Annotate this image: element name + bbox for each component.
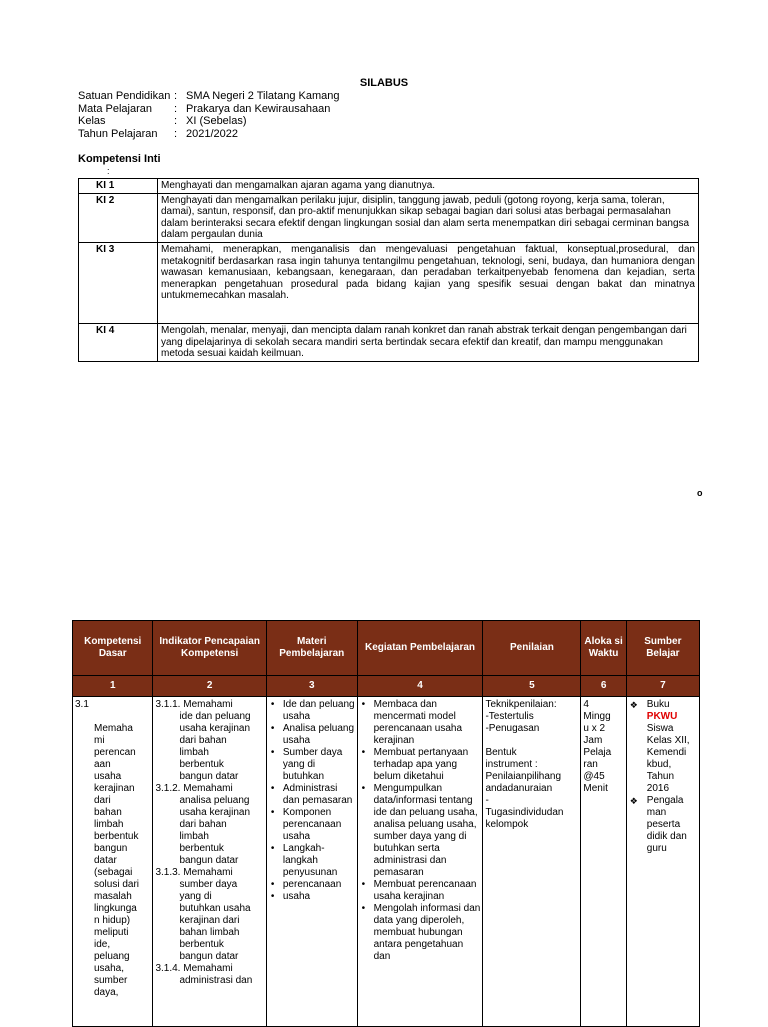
kd-line: lingkunga <box>94 903 137 914</box>
materi-item: • Langkah-langkah penyusunan <box>281 843 355 879</box>
ki-table <box>78 178 699 362</box>
materi-item: • Komponen perencanaan usaha <box>281 807 355 843</box>
alokasi-line: Mingg <box>583 711 611 722</box>
materi-list <box>269 699 355 903</box>
materi-item: • Sumber daya yang di butuhkan <box>281 747 355 783</box>
penilaian-line: instrument : <box>485 759 538 770</box>
ki-text: Menghayati dan mengamalkan ajaran agama yang dianutnya. <box>158 179 699 194</box>
page-title: SILABUS <box>359 77 409 89</box>
kegiatan-list <box>360 699 481 963</box>
ki-code: KI 4 <box>79 323 158 361</box>
kd-line: Memaha <box>94 723 133 734</box>
sumber-highlight: PKWU <box>646 711 678 722</box>
kd-line: mi <box>94 735 105 746</box>
alokasi-cell <box>581 697 626 1027</box>
kegiatan-item: • Membaca dan mencermati model perencanaan usaha kerajinan <box>372 699 481 747</box>
sumber-text: Pengala man peserta didik dan guru <box>646 795 687 854</box>
ki-code: KI 1 <box>79 179 158 194</box>
indicator-line: bangun datar <box>179 855 239 866</box>
alokasi-line: 4 <box>583 699 589 710</box>
ki-code: KI 3 <box>79 242 158 323</box>
kd-line: meliputi <box>94 927 129 938</box>
indicator-item <box>155 699 263 783</box>
meta-separator: : <box>174 127 178 140</box>
ki-row <box>79 242 699 323</box>
col-number: 4 <box>357 676 483 697</box>
col-number: 3 <box>266 676 357 697</box>
materi-item: • usaha <box>281 891 355 903</box>
penilaian-line: Penilaianpilihang <box>485 771 562 782</box>
kd-line: aan <box>94 759 111 770</box>
stray-mark: o <box>697 488 703 498</box>
ki-heading: Kompetensi Inti <box>78 153 161 165</box>
col-header-indikator: Indikator Pencapaian Kompetensi <box>153 621 266 676</box>
meta-separator: : <box>174 102 178 115</box>
alokasi-line: Jam <box>583 735 603 746</box>
materi-item: • Analisa peluang usaha <box>281 723 355 747</box>
kd-line: berbentuk <box>94 831 139 842</box>
indicator-line: dari bahan <box>179 735 227 746</box>
kd-line: dari <box>94 795 111 806</box>
alokasi-line: Pelaja <box>583 747 612 758</box>
indicator-line: ide dan peluang <box>179 711 251 722</box>
indicator-line: berbentuk <box>179 843 224 854</box>
alokasi-line: ran <box>583 759 598 770</box>
meta-value: Prakarya dan Kewirausahaan <box>186 102 331 115</box>
kd-cell <box>73 697 153 1027</box>
ki-colon: : <box>107 166 110 176</box>
alokasi-line: @45 <box>583 771 605 782</box>
meta-value: 2021/2022 <box>186 127 238 140</box>
col-number: 2 <box>153 676 266 697</box>
ki-row <box>79 323 699 361</box>
penilaian-line: andadanuraian <box>485 783 553 794</box>
indicator-item <box>155 783 263 867</box>
kd-line: ide, <box>94 939 111 950</box>
indicator-item <box>155 963 263 987</box>
kegiatan-item: • Membuat pertanyaan terhadap apa yang belum diketahui <box>372 747 481 783</box>
indicator-line: kerajinan dari <box>179 915 240 926</box>
col-number: 1 <box>73 676 153 697</box>
col-header-alokasi: Aloka si Waktu <box>581 621 626 676</box>
kd-line: usaha, <box>94 963 125 974</box>
kd-line: (sebagai <box>94 867 133 878</box>
indicator-line: usaha kerajinan <box>179 807 251 818</box>
identity-block <box>78 90 339 140</box>
indicator-line: analisa peluang <box>179 795 250 806</box>
materi-item: • Administrasi dan pemasaran <box>281 783 355 807</box>
materi-cell <box>266 697 357 1027</box>
kd-line: perencan <box>94 747 136 758</box>
number-row <box>73 676 700 697</box>
indicator-line: limbah <box>179 747 209 758</box>
indicator-line: yang di <box>179 891 212 902</box>
ki-text: Memahami, menerapkan, menganalisis dan mengevaluasi pengetahuan faktual, konseptual,prosedural, dan metakognitif berdasarkan rasa ingin tahunya tentangilmu pengetahuan, teknologi, seni, budaya, dan humaniora dengan wawasan kemanusiaan, kebangsaan, kenegaraan, dan peradaban terkaitpenyebab fenomena dan kejadian, serta menerapkan pengetahuan prosedural pada bidang kajian yang spesifik sesuai dengan bakat dan minatnya untukmemecahkan masalah. <box>158 242 699 323</box>
kegiatan-item: • Mengolah informasi dan data yang diperoleh, membuat hubungan antara pengetahuan dan <box>372 903 481 963</box>
content-row <box>73 697 700 1027</box>
col-number: 5 <box>483 676 581 697</box>
indicator-line: usaha kerajinan <box>179 723 251 734</box>
indicator-line: berbentuk <box>179 939 224 950</box>
indicator-item <box>155 867 263 963</box>
materi-item: • Ide dan peluang usaha <box>281 699 355 723</box>
meta-separator: : <box>174 90 178 102</box>
penilaian-cell <box>483 697 581 1027</box>
kd-line: peluang <box>94 951 130 962</box>
col-number: 6 <box>581 676 626 697</box>
kd-line: sumber <box>94 975 128 986</box>
penilaian-line: kelompok <box>485 819 529 830</box>
meta-key: Mata Pelajaran <box>78 102 152 115</box>
meta-key: Satuan Pendidikan <box>78 90 171 102</box>
meta-row <box>78 103 339 116</box>
header-row <box>73 621 700 676</box>
kd-line: n hidup) <box>94 915 131 926</box>
kd-line: usaha <box>94 771 122 782</box>
meta-value: XI (Sebelas) <box>186 115 247 127</box>
col-header-kegiatan: Kegiatan Pembelajaran <box>357 621 483 676</box>
col-header-materi: Materi Pembelajaran <box>266 621 357 676</box>
alokasi-line: Menit <box>583 783 608 794</box>
penilaian-line: Tugasindividudan <box>485 807 564 818</box>
materi-item: • perencanaan <box>281 879 355 891</box>
sumber-list <box>629 699 697 855</box>
indicator-label: 3.1.3. Memahami <box>155 867 233 878</box>
kd-line: limbah <box>94 819 124 830</box>
sumber-detail: Siswa Kelas XII, Kemendi kbud, Tahun 2016 <box>646 723 690 794</box>
kd-line: kerajinan <box>94 783 135 794</box>
kd-line: bangun <box>94 843 128 854</box>
ki-row <box>79 179 699 194</box>
meta-row <box>78 115 339 128</box>
indicator-line: bahan limbah <box>179 927 240 938</box>
indicator-cell <box>153 697 266 1027</box>
meta-separator: : <box>174 115 178 127</box>
penilaian-line: -Penugasan <box>485 723 540 734</box>
kd-number: 3.1 <box>75 699 89 710</box>
kd-line: daya, <box>94 987 119 998</box>
sumber-cell <box>626 697 699 1027</box>
indicator-line: butuhkan usaha <box>179 903 251 914</box>
indicator-line: limbah <box>179 831 209 842</box>
col-number: 7 <box>626 676 699 697</box>
col-header-sumber: Sumber Belajar <box>626 621 699 676</box>
indicator-label: 3.1.2. Memahami <box>155 783 233 794</box>
penilaian-line: - <box>485 795 489 806</box>
indicator-line: berbentuk <box>179 759 224 770</box>
meta-key: Tahun Pelajaran <box>78 127 158 140</box>
syllabus-table <box>72 620 700 1027</box>
indicator-line: bangun datar <box>179 771 239 782</box>
meta-key: Kelas <box>78 115 106 127</box>
indicator-line: bangun datar <box>179 951 239 962</box>
alokasi-line: u x 2 <box>583 723 606 734</box>
meta-row <box>78 90 339 103</box>
col-header-penilaian: Penilaian <box>483 621 581 676</box>
sumber-item <box>629 699 697 795</box>
indicator-line: sumber daya <box>179 879 238 890</box>
kegiatan-item: • Membuat perencanaan usaha kerajinan <box>372 879 481 903</box>
kd-line: bahan <box>94 807 122 818</box>
col-header-kd: Kompetensi Dasar <box>73 621 153 676</box>
kegiatan-item: • Mengumpulkan data/informasi tentang ide dan peluang usaha, analisa peluang usaha, sumber daya yang di butuhkan serta administrasi dan pemasaran <box>372 783 481 879</box>
penilaian-line: Bentuk <box>485 747 517 758</box>
sumber-text: Buku <box>646 699 670 710</box>
penilaian-line: Teknikpenilaian: <box>485 699 557 710</box>
kd-line: solusi dari <box>94 879 140 890</box>
kegiatan-cell <box>357 697 483 1027</box>
indicator-label: 3.1.4. Memahami <box>155 963 233 974</box>
ki-text: Mengolah, menalar, menyaji, dan mencipta dalam ranah konkret dan ranah abstrak terkait dengan pengembangan dari yang dipelajarinya di sekolah secara mandiri serta bertindak secara efektif dan kreatif, dan mampu menggunakan metoda sesuai kaidah keilmuan. <box>158 323 699 361</box>
sumber-item <box>629 795 697 855</box>
penilaian-line <box>485 735 578 747</box>
ki-row <box>79 193 699 242</box>
ki-text: Menghayati dan mengamalkan perilaku jujur, disiplin, tanggung jawab, peduli (gotong royong, kerja sama, toleran, damai), santun, responsif, dan pro-aktif menunjukkan sikap sebagai bagian dari solusi atas berbagai permasalahan dalam berinteraksi secara efektif dengan lingkungan sosial dan alam serta menempatkan diri sebagai cerminan bangsa dalam pergaulan dunia <box>158 193 699 242</box>
meta-value: SMA Negeri 2 Tilatang Kamang <box>186 90 340 102</box>
ki-code: KI 2 <box>79 193 158 242</box>
kd-line: masalah <box>94 891 132 902</box>
indicator-line: dari bahan <box>179 819 227 830</box>
diamond-bullet-icon: ❖ <box>629 700 638 710</box>
kd-line: datar <box>94 855 117 866</box>
meta-row <box>78 128 339 141</box>
indicator-label: 3.1.1. Memahami <box>155 699 233 710</box>
penilaian-line: -Testertulis <box>485 711 534 722</box>
indicator-line: administrasi dan <box>179 975 253 986</box>
diamond-bullet-icon: ❖ <box>629 796 638 806</box>
kd-text <box>75 723 150 999</box>
